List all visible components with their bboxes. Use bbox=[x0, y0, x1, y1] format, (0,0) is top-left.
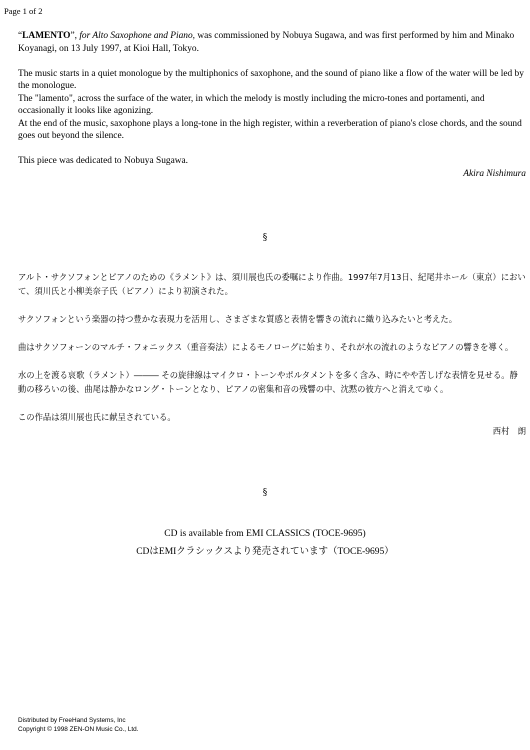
cd-info bbox=[0, 525, 530, 561]
japanese-paragraph-2: サクソフォンという楽器の持つ豊かな表現力を活用し、さまざまな質感と表情を響きの流れに織り込みたいと考えた。 bbox=[18, 314, 457, 324]
distributor-line: Distributed by FreeHand Systems, Inc bbox=[18, 717, 126, 724]
english-dedication: This piece was dedicated to Nobuya Sugawa. bbox=[18, 156, 188, 166]
instrumentation: for Alto Saxophone and Piano, bbox=[79, 31, 196, 41]
english-paragraph-2: The "lamento", across the surface of the water, in which the melody is mostly including the micro-tones and portamenti, and occasionally it looks like agonizing. bbox=[18, 93, 485, 116]
page-indicator: Page 1 of 2 bbox=[4, 6, 43, 16]
japanese-paragraph-4: 水の上を渡る哀歌（ラメント）――― その旋律線はマイクロ・トーンやポルタメントを多く含み、時にやや苦しげな表情を見せる。静動の移ろいの後、曲尾は静かなロング・トーンとなり、ピアノの密集和音の残響の中、沈黙の彼方へと消えてゆく。 bbox=[18, 370, 518, 394]
japanese-signature: 西村 朗 bbox=[492, 426, 526, 436]
english-paragraph-1: The music starts in a quiet monologue by the multiphonics of saxophone, and the sound of piano like a flow of the water will be led by the monologue. bbox=[18, 68, 524, 91]
copyright-line: Copyright © 1998 ZEN-ON Music Co., Ltd. bbox=[18, 726, 139, 733]
english-intro-paragraph: “LAMENTO”, for Alto Saxophone and Piano, was commissioned by Nobuya Sugawa, and was first performed by him and Minako Koyanagi, on 13 July 1997, at Kioi Hall, Tokyo. bbox=[18, 31, 515, 54]
japanese-dedication: この作品は須川展也氏に献呈されている。 bbox=[18, 412, 176, 422]
english-paragraph-3: At the end of the music, saxophone plays a long-tone in the high register, within a reverberation of piano's close chords, and the sound goes out beyond the silence. bbox=[18, 118, 522, 141]
cd-info-japanese: CDはEMIクラシックスより発売されています（TOCE-9695） bbox=[136, 547, 394, 557]
footer bbox=[18, 716, 139, 734]
japanese-paragraph-3: 曲はサクソフォーンのマルチ・フォニックス（重音奏法）によるモノローグに始まり、それが水の流れのようなピアノの響きを導く。 bbox=[18, 342, 514, 352]
english-notes bbox=[18, 30, 526, 180]
work-title: LAMENTO bbox=[22, 31, 71, 41]
section-mark-2: § bbox=[262, 488, 268, 498]
japanese-notes bbox=[18, 270, 526, 438]
cd-info-english: CD is available from EMI CLASSICS (TOCE-9695) bbox=[164, 529, 366, 539]
english-signature: Akira Nishimura bbox=[463, 168, 526, 179]
section-mark-1: § bbox=[262, 233, 268, 243]
japanese-paragraph-1: アルト・サクソフォンとピアノのための《ラメント》は、須川展也氏の委嘱により作曲。1997年7月13日、紀尾井ホール（東京）において、須川氏と小柳美奈子氏（ピアノ）により初演された。 bbox=[18, 272, 526, 296]
